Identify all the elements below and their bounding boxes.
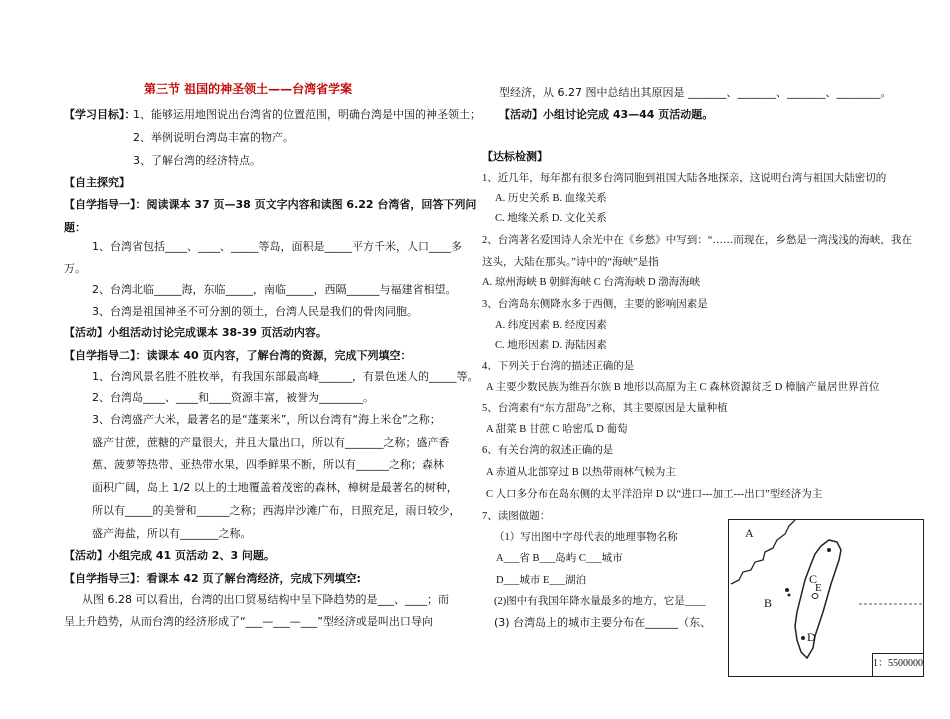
test-4-options: A 主要少数民族为维吾尔族 B 地形以高原为主 C 森林资源贫乏 D 樟脑产量居世界首位 — [486, 382, 880, 393]
map-label-e: E — [815, 582, 822, 594]
penghu-island — [785, 588, 789, 592]
economy-line2: 呈上升趋势，从而台湾的经济形成了“___—___—___”型经济或是叫出口导向 — [64, 615, 433, 628]
resource-2: 2、台湾岛____、____和____资源丰富，被誉为________。 — [92, 391, 374, 404]
question-1-line2: 万。 — [64, 262, 86, 275]
test-2-options: A. 琼州海峡 B 朝鲜海峡 C 台湾海峡 D 渤海海峡 — [482, 277, 701, 288]
test-6: 6、有关台湾的叙述正确的是 — [482, 445, 614, 456]
self-explore-heading: 【自主探究】 — [64, 176, 130, 189]
test-6-options-cd: C 人口多分布在岛东侧的太平洋沿岸 D 以“进口---加工---出口”型经济为主 — [486, 489, 823, 500]
test-7-part3: (3) 台湾岛上的城市主要分布在______（东、 — [494, 616, 712, 629]
test-3-options-cd: C. 地形因素 D. 海陆因素 — [495, 340, 607, 351]
economy-line1: 从图 6.28 可以看出，台湾的出口贸易结构中呈下降趋势的是___、____；而 — [82, 593, 449, 606]
economy-line3: 型经济，从 6.27 图中总结出其原因是 _______、_______、_______、________。 — [499, 86, 892, 99]
resource-3-line6: 盛产海盐，所以有_______之称。 — [92, 527, 252, 540]
test-5-options: A 甜菜 B 甘蔗 C 哈密瓜 D 葡萄 — [486, 424, 628, 435]
resource-1: 1、台湾风景名胜不胜枚举，有我国东部最高峰______，有景色迷人的_____等。 — [92, 370, 479, 383]
question-3: 3、台湾是祖国神圣不可分割的领土，台湾人民是我们的骨肉同胞。 — [92, 305, 418, 318]
resource-3-line2: 盛产甘蔗，蔗糖的产量很大，并且大量出口，所以有_______之称；盛产香 — [92, 436, 450, 449]
activity-1: 【活动】小组活动讨论完成课本 38-39 页活动内容。 — [64, 326, 327, 339]
page-title: 第三节 祖国的神圣领土——台湾省学案 — [144, 82, 353, 96]
resource-3-line3: 蕉、菠萝等热带、亚热带水果，四季鲜果不断，所以有______之称；森林 — [92, 458, 444, 471]
goal-3: 3、了解台湾的经济特点。 — [133, 154, 261, 167]
taiwan-map — [728, 519, 924, 677]
guide1-line1: 【自学指导一】：阅读课本 37 页—38 页文字内容和读图 6.22 台湾省，回答下列问 — [64, 198, 477, 211]
goal-1: 1、能够运用地图说出台湾省的位置范围，明确台湾是中国的神圣领土； — [133, 108, 481, 121]
city-d-dot — [801, 636, 805, 640]
guide1-line2: 题： — [64, 221, 86, 234]
test-7-blanks-de: D___城市 E___湖泊 — [496, 575, 587, 586]
test-7: 7、读图做题： — [482, 511, 551, 522]
test-3-options-ab: A. 纬度因素 B. 经度因素 — [495, 320, 607, 331]
penghu-island — [788, 594, 791, 597]
activity-3: 【活动】小组讨论完成 43—44 页活动题。 — [499, 108, 714, 121]
test-4: 4、下列关于台湾的描述正确的是 — [482, 361, 635, 372]
check-heading: 【达标检测】 — [482, 150, 548, 163]
guide3-heading: 【自学指导三】：看课本 42 页了解台湾经济，完成下列填空: — [64, 572, 361, 585]
test-7-blanks-abc: A___省 B___岛屿 C___城市 — [496, 553, 623, 564]
resource-3-line4: 面积广阔，岛上 1/2 以上的土地覆盖着茂密的森林，樟树是最著名的树种， — [92, 481, 458, 494]
activity-2: 【活动】小组完成 41 页活动 2、3 问题。 — [64, 549, 275, 562]
test-5: 5、台湾素有“东方甜岛”之称，其主要原因是大量种植 — [482, 403, 728, 414]
test-2-line1: 2、台湾著名爱国诗人余光中在《乡愁》中写到：“……而现在，乡愁是一湾浅浅的海峡，我在 — [482, 235, 912, 246]
goals-label: 【学习目标】： — [64, 108, 136, 121]
test-1: 1、近几年，每年都有很多台湾同胞到祖国大陆各地探亲，这说明台湾与祖国大陆密切的 — [482, 173, 887, 184]
map-label-c: C — [809, 572, 818, 586]
guide2-heading: 【自学指导二】：读课本 40 页内容，了解台湾的资源，完成下列填空： — [64, 349, 412, 362]
question-1-line1: 1、台湾省包括____、____、_____等岛，面积是_____平方千米，人口____多 — [92, 240, 462, 253]
map-label-b: B — [764, 596, 773, 610]
map-scale: 1：5500000 — [872, 653, 924, 677]
test-7-part1: （1）写出图中字母代表的地理事物名称 — [494, 532, 678, 543]
city-c-dot — [827, 548, 831, 552]
resource-3-line1: 3、台湾盛产大米，最著名的是“蓬莱米”，所以台湾有“海上米仓”之称； — [92, 413, 441, 426]
mainland-coastline — [731, 520, 795, 584]
taiwan-island — [795, 540, 841, 658]
test-1-options-ab: A. 历史关系 B. 血缘关系 — [495, 193, 607, 204]
map-label-a: A — [745, 526, 754, 540]
test-6-options-ab: A 赤道从北部穿过 B 以热带雨林气候为主 — [486, 467, 676, 478]
goal-2: 2、举例说明台湾岛丰富的物产。 — [133, 131, 294, 144]
map-label-d: D — [807, 630, 816, 644]
question-2: 2、台湾北临_____海，东临_____，南临_____，西隔______与福建省相望。 — [92, 283, 457, 296]
resource-3-line5: 所以有_____的美誉和______之称；西海岸沙滩广布，日照充足，雨日较少， — [92, 504, 461, 517]
test-2-line2: 这头，大陆在那头。”诗中的“海峡”是指 — [482, 257, 659, 268]
test-7-part2: (2)图中有我国年降水量最多的地方，它是____ — [494, 596, 706, 607]
test-1-options-cd: C. 地缘关系 D. 文化关系 — [495, 213, 607, 224]
test-3: 3、台湾岛东侧降水多于西侧，主要的影响因素是 — [482, 299, 708, 310]
